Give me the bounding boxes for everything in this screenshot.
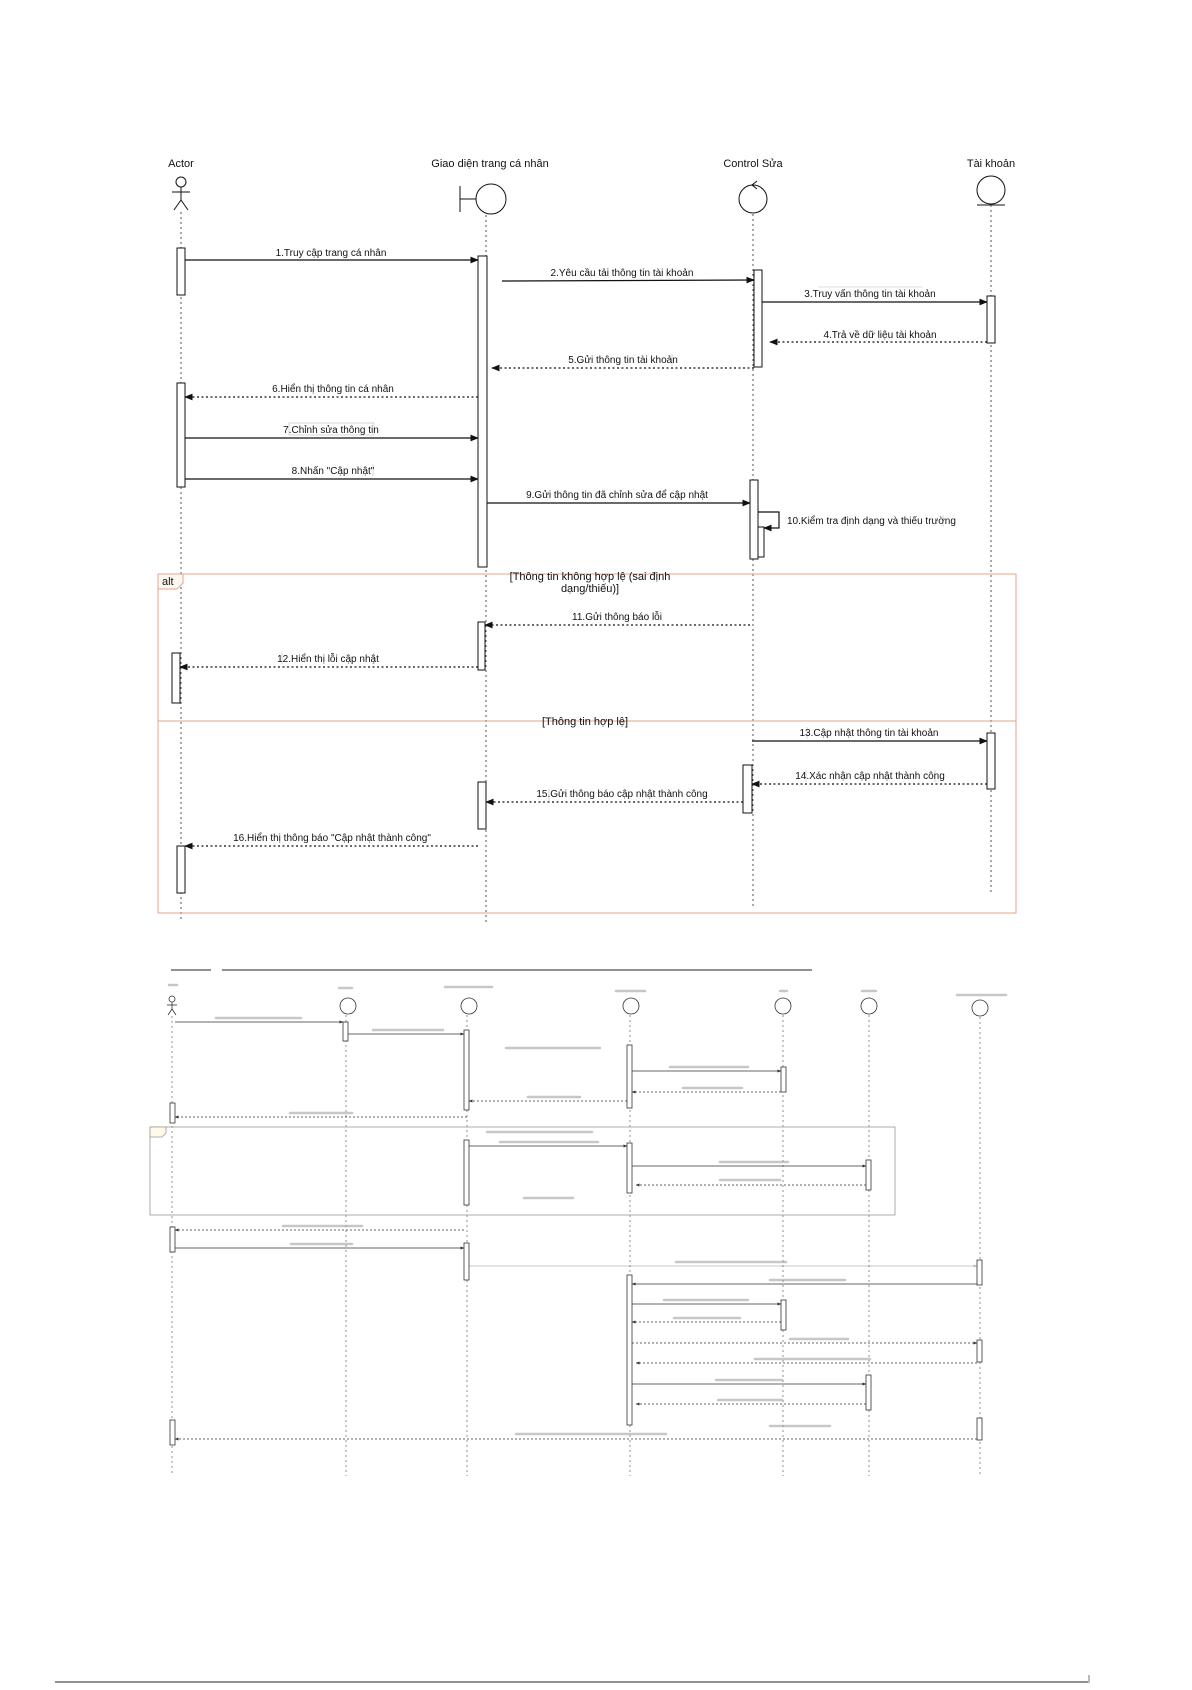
activation-bar bbox=[478, 782, 486, 829]
activation-bar bbox=[987, 733, 995, 789]
footer-rule bbox=[55, 1675, 1089, 1683]
message-2-label: 2.Yêu cầu tải thông tin tài khoản bbox=[550, 268, 694, 279]
message-9-label: 9.Gửi thông tin đã chỉnh sửa để cập nhật bbox=[526, 490, 708, 501]
activation-bar bbox=[478, 256, 487, 567]
message-8-label: 8.Nhấn "Cập nhật" bbox=[291, 466, 375, 477]
message-11 bbox=[485, 610, 750, 625]
secondary-boundary-icon bbox=[461, 998, 477, 1014]
activation-bar bbox=[750, 480, 758, 559]
lifeline-title-actor: Actor bbox=[168, 158, 194, 170]
secondary-actor-icon bbox=[167, 996, 177, 1015]
message-1-label: 1.Truy cập trang cá nhân bbox=[275, 248, 387, 259]
entity-icon bbox=[977, 176, 1005, 205]
activation-bar bbox=[987, 296, 995, 343]
guard-invalid-line1: [Thông tin không hợp lệ (sai định bbox=[509, 571, 671, 583]
message-7-label: 7.Chỉnh sửa thông tin bbox=[283, 425, 379, 436]
message-4-label: 4.Trả về dữ liệu tài khoản bbox=[823, 330, 937, 341]
message-3-label: 3.Truy vấn thông tin tài khoản bbox=[804, 289, 936, 300]
activation-bar bbox=[172, 653, 180, 703]
fragment-operator-label: alt bbox=[162, 576, 174, 588]
guard-valid: [Thông tin hợp lệ] bbox=[541, 716, 629, 728]
message-5 bbox=[492, 354, 754, 368]
lifeline-title-boundary: Giao diện trang cá nhân bbox=[431, 158, 549, 170]
message-1 bbox=[185, 248, 478, 260]
secondary-lifeline-heads bbox=[167, 985, 1006, 1016]
message-6-label: 6.Hiển thị thông tin cá nhân bbox=[272, 384, 394, 395]
secondary-entity-icon bbox=[775, 998, 791, 1014]
message-15-label: 15.Gửi thông báo cập nhật thành công bbox=[536, 789, 708, 800]
activation-bar bbox=[754, 270, 762, 367]
message-14-label: 14.Xác nhận cập nhật thành công bbox=[795, 771, 945, 782]
message-14 bbox=[752, 770, 987, 784]
message-16 bbox=[185, 832, 478, 846]
lifeline-title-control: Control Sửa bbox=[723, 158, 783, 170]
message-12 bbox=[180, 652, 478, 667]
message-16-label: 16.Hiển thị thông báo "Cập nhật thành công" bbox=[233, 833, 431, 844]
message-3 bbox=[762, 287, 987, 302]
message-5-label: 5.Gửi thông tin tài khoản bbox=[568, 355, 678, 366]
message-2 bbox=[502, 267, 754, 281]
message-9 bbox=[487, 489, 750, 503]
activation-bar bbox=[478, 622, 485, 670]
activation-bar bbox=[177, 248, 185, 295]
message-13-label: 13.Cập nhật thông tin tài khoản bbox=[799, 728, 939, 739]
guard-invalid-line2: dạng/thiếu)] bbox=[560, 583, 620, 595]
secondary-activation-bars bbox=[170, 1022, 982, 1445]
message-4 bbox=[770, 329, 987, 342]
message-6 bbox=[185, 383, 478, 397]
secondary-entity-icon bbox=[972, 1000, 988, 1016]
actor-icon bbox=[172, 177, 190, 210]
activation-bar bbox=[177, 383, 185, 487]
main-sequence-diagram bbox=[158, 158, 1016, 922]
control-icon bbox=[739, 181, 767, 213]
activation-bar-nested bbox=[758, 527, 764, 557]
message-10-self-call bbox=[758, 512, 956, 528]
message-11-label: 11.Gửi thông báo lỗi bbox=[572, 612, 662, 623]
message-7 bbox=[185, 423, 478, 438]
activation-bar bbox=[743, 765, 752, 813]
secondary-entity-icon bbox=[861, 998, 877, 1014]
message-8 bbox=[185, 464, 478, 479]
secondary-messages bbox=[175, 1018, 977, 1439]
secondary-control-icon bbox=[623, 998, 639, 1014]
activation-bar bbox=[177, 846, 185, 893]
message-10-label: 10.Kiểm tra định dạng và thiếu trường bbox=[787, 516, 956, 527]
lifeline-title-entity: Tài khoản bbox=[966, 158, 1016, 170]
message-13 bbox=[752, 727, 987, 741]
secondary-boundary-icon bbox=[340, 998, 356, 1014]
boundary-icon bbox=[460, 184, 506, 214]
secondary-sequence-diagram bbox=[150, 985, 1006, 1476]
message-12-label: 12.Hiển thị lỗi cập nhật bbox=[277, 654, 379, 665]
message-15 bbox=[486, 788, 743, 802]
